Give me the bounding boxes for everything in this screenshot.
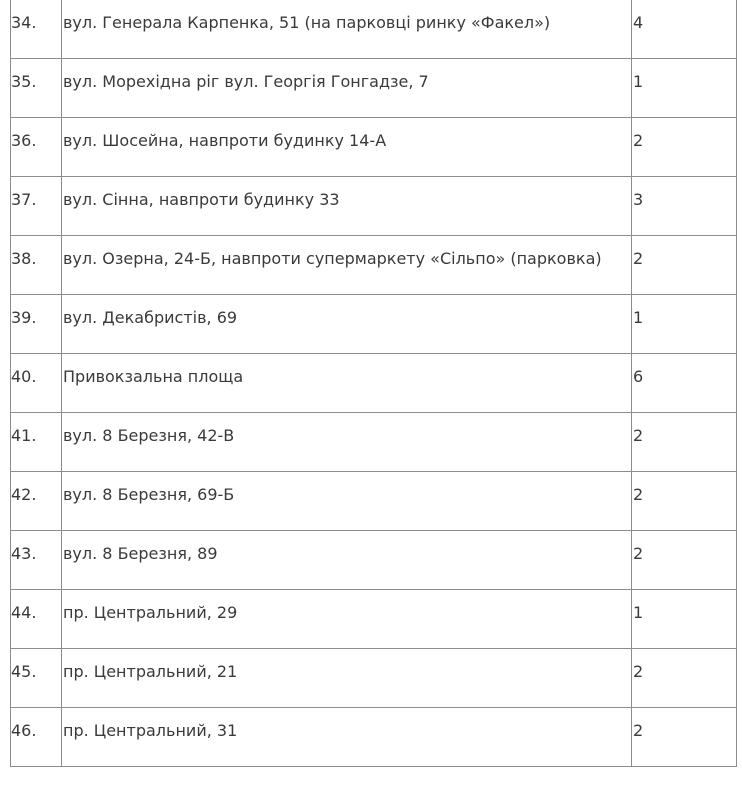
address-text: вул. Декабристів, 69 bbox=[63, 308, 238, 327]
row-number-cell bbox=[11, 354, 62, 413]
row-number-cell bbox=[11, 649, 62, 708]
row-number: 36. bbox=[11, 131, 37, 150]
count-value: 2 bbox=[633, 721, 644, 740]
stops-table-body bbox=[11, 0, 737, 767]
row-number: 43. bbox=[11, 544, 37, 563]
address-cell bbox=[62, 59, 632, 118]
row-number: 41. bbox=[11, 426, 37, 445]
table-row bbox=[11, 118, 737, 177]
address-text: Привокзальна площа bbox=[63, 367, 244, 386]
count-cell bbox=[632, 413, 737, 472]
row-number-cell bbox=[11, 236, 62, 295]
address-text: пр. Центральний, 21 bbox=[63, 662, 238, 681]
count-value: 1 bbox=[633, 72, 644, 91]
address-text: вул. Озерна, 24-Б, навпроти супермаркету «Сільпо» (парковка) bbox=[63, 249, 602, 268]
count-cell bbox=[632, 590, 737, 649]
row-number-cell bbox=[11, 295, 62, 354]
count-cell bbox=[632, 354, 737, 413]
count-value: 1 bbox=[633, 603, 644, 622]
table-row bbox=[11, 177, 737, 236]
count-value: 2 bbox=[633, 249, 644, 268]
row-number-cell bbox=[11, 590, 62, 649]
count-cell bbox=[632, 236, 737, 295]
address-text: вул. 8 Березня, 69-Б bbox=[63, 485, 235, 504]
address-cell bbox=[62, 236, 632, 295]
table-row bbox=[11, 413, 737, 472]
row-number-cell bbox=[11, 177, 62, 236]
count-cell bbox=[632, 59, 737, 118]
table-row bbox=[11, 708, 737, 767]
count-cell bbox=[632, 177, 737, 236]
address-cell bbox=[62, 413, 632, 472]
count-value: 2 bbox=[633, 485, 644, 504]
row-number: 44. bbox=[11, 603, 37, 622]
address-text: пр. Центральний, 29 bbox=[63, 603, 238, 622]
table-row bbox=[11, 531, 737, 590]
count-value: 2 bbox=[633, 662, 644, 681]
address-cell bbox=[62, 295, 632, 354]
row-number-cell bbox=[11, 413, 62, 472]
address-cell bbox=[62, 590, 632, 649]
row-number: 35. bbox=[11, 72, 37, 91]
address-text: вул. Морехідна ріг вул. Георгія Гонгадзе, 7 bbox=[63, 72, 429, 91]
address-cell bbox=[62, 708, 632, 767]
address-cell bbox=[62, 177, 632, 236]
count-cell bbox=[632, 0, 737, 59]
row-number: 42. bbox=[11, 485, 37, 504]
table-row bbox=[11, 354, 737, 413]
address-cell bbox=[62, 531, 632, 590]
count-cell bbox=[632, 531, 737, 590]
row-number-cell bbox=[11, 472, 62, 531]
table-row bbox=[11, 59, 737, 118]
address-text: вул. 8 Березня, 42-В bbox=[63, 426, 235, 445]
count-cell bbox=[632, 295, 737, 354]
address-text: вул. Генерала Карпенка, 51 (на парковці ринку «Факел») bbox=[63, 13, 551, 32]
row-number: 39. bbox=[11, 308, 37, 327]
address-cell bbox=[62, 118, 632, 177]
address-text: вул. 8 Березня, 89 bbox=[63, 544, 218, 563]
count-value: 6 bbox=[633, 367, 644, 386]
row-number: 40. bbox=[11, 367, 37, 386]
row-number: 46. bbox=[11, 721, 37, 740]
table-row bbox=[11, 0, 737, 59]
row-number: 37. bbox=[11, 190, 37, 209]
row-number: 38. bbox=[11, 249, 37, 268]
table-row bbox=[11, 590, 737, 649]
count-cell bbox=[632, 118, 737, 177]
count-value: 2 bbox=[633, 426, 644, 445]
table-row bbox=[11, 295, 737, 354]
count-cell bbox=[632, 649, 737, 708]
address-cell bbox=[62, 0, 632, 59]
count-value: 3 bbox=[633, 190, 644, 209]
row-number-cell bbox=[11, 708, 62, 767]
address-text: пр. Центральний, 31 bbox=[63, 721, 238, 740]
row-number: 34. bbox=[11, 13, 37, 32]
address-cell bbox=[62, 354, 632, 413]
row-number-cell bbox=[11, 0, 62, 59]
count-cell bbox=[632, 708, 737, 767]
row-number-cell bbox=[11, 118, 62, 177]
row-number-cell bbox=[11, 59, 62, 118]
table-row bbox=[11, 649, 737, 708]
row-number: 45. bbox=[11, 662, 37, 681]
table-row bbox=[11, 236, 737, 295]
count-value: 2 bbox=[633, 544, 644, 563]
row-number-cell bbox=[11, 531, 62, 590]
count-value: 1 bbox=[633, 308, 644, 327]
address-text: вул. Шосейна, навпроти будинку 14-А bbox=[63, 131, 387, 150]
address-cell bbox=[62, 472, 632, 531]
stops-table bbox=[10, 0, 737, 767]
table-row bbox=[11, 472, 737, 531]
count-value: 2 bbox=[633, 131, 644, 150]
count-value: 4 bbox=[633, 13, 644, 32]
address-cell bbox=[62, 649, 632, 708]
count-cell bbox=[632, 472, 737, 531]
address-text: вул. Сінна, навпроти будинку 33 bbox=[63, 190, 340, 209]
